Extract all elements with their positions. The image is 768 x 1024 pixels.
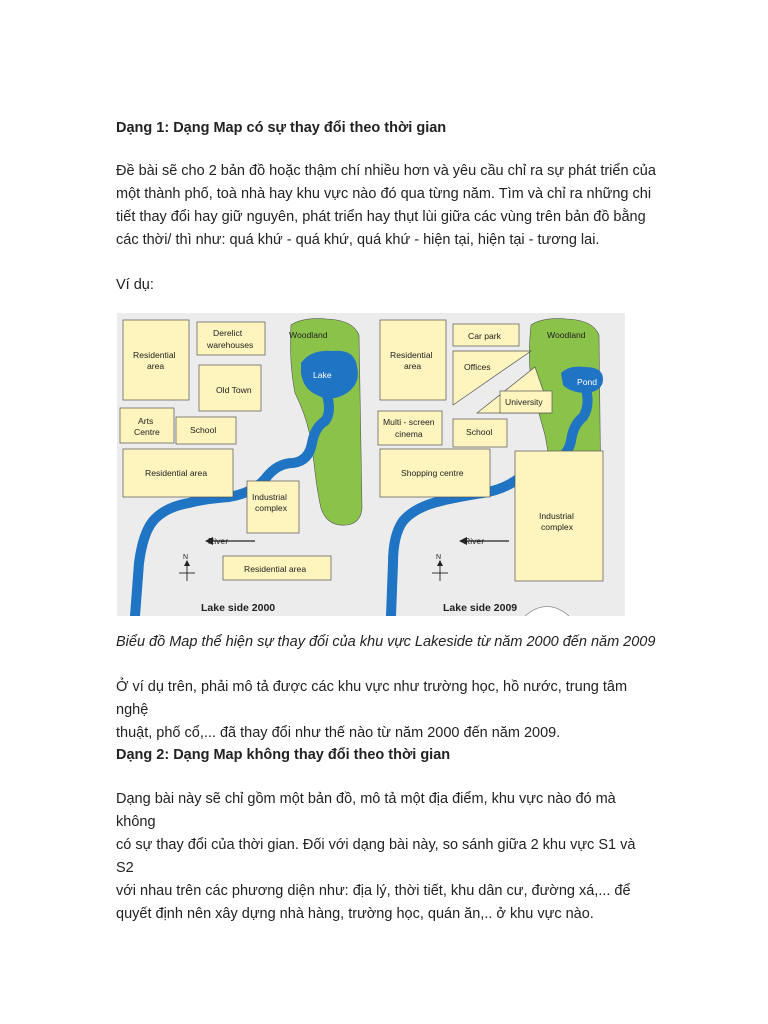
pond-2009-label: Pond [577,377,598,387]
paragraph-line: Dạng bài này sẽ chỉ gồm một bản đồ, mô tả một địa điểm, khu vực nào đó mà không [116,791,616,830]
industrial-2000-label-2: complex [255,503,287,513]
residential-top-2009 [380,320,446,400]
derelict-2000 [197,322,265,355]
map-2000 [120,319,362,616]
figure-caption: Biểu đồ Map thể hiện sự thay đổi của khu vực Lakeside từ năm 2000 đến năm 2009 [116,634,656,650]
compass-2000 [179,554,195,581]
section1-heading: Dạng 1: Dạng Map có sự thay đổi theo thời gian [116,120,447,136]
woodland-2009-label: Woodland [547,330,586,340]
paragraph-line: các thời/ thì như: quá khứ - quá khứ, quá khứ - hiện tại, hiện tại - tương lai. [116,232,600,248]
school-2000-label: School [190,425,217,435]
cinema-2009-label-2: cinema [395,429,423,439]
paragraph-line: Đề bài sẽ cho 2 bản đồ hoặc thậm chí nhiều hơn và yêu cầu chỉ ra sự phát triển của [116,163,656,179]
compass-2009-label: N [436,554,442,561]
woodland-2000-label: Woodland [289,330,328,340]
lakeside-map-figure [117,313,625,616]
partial-shape [525,607,569,617]
car-park-2009-label: Car park [468,331,501,341]
industrial-2009-label-2: complex [541,522,573,532]
paragraph-line: tiết thay đổi hay giữ nguyên, phát triển hay thụt lùi giữa các vùng trên bản đồ bằng [116,209,646,225]
residential-top-2009-label-2: area [404,361,422,371]
old-town-2000-label: Old Town [216,385,252,395]
shopping-2009-label: Shopping centre [401,468,464,478]
industrial-2009-label-1: Industrial [539,511,574,521]
paragraph-line: có sự thay đổi của thời gian. Đối với dạng bài này, so sánh giữa 2 khu vực S1 và S2 [116,837,636,876]
river-2009-text: River [464,536,485,546]
paragraph-line: một thành phố, toà nhà hay khu vực nào đó qua từng năm. Tìm và chỉ ra những chi [116,186,652,202]
arts-2000-label-1: Arts [138,416,154,426]
map-2000-title: Lake side 2000 [201,602,276,614]
school-2009-label: School [466,427,493,437]
residential-bottom-2000-label: Residential area [244,564,307,574]
residential-mid-2000-label: Residential area [145,468,208,478]
industrial-2000-label-1: Industrial [252,492,287,502]
residential-top-2000-label-2: area [147,361,165,371]
university-2009-label: University [505,397,543,407]
offices-2009-label: Offices [464,362,491,372]
section1-note [116,676,656,745]
lake-2000-label: Lake [313,370,332,380]
residential-top-2000 [123,320,189,400]
residential-top-2009-label-1: Residential [390,350,433,360]
derelict-2000-label-2: warehouses [207,340,254,350]
map-svg [117,313,625,616]
arts-2000-label-2: Centre [134,427,160,437]
example-label: Ví dụ: [116,277,154,293]
derelict-2000-label-1: Derelict [213,328,243,338]
paragraph-line: Ở ví dụ trên, phải mô tả được các khu vực như trường học, hồ nước, trung tâm nghệ [116,679,628,718]
section2-paragraph [116,788,656,926]
map-2009 [378,319,603,616]
map-2009-title: Lake side 2009 [443,602,518,614]
section2-heading: Dạng 2: Dạng Map không thay đổi theo thời gian [116,747,451,763]
paragraph-line: quyết định nên xây dựng nhà hàng, trường học, quán ăn,.. ở khu vực nào. [116,906,594,922]
paragraph-line: với nhau trên các phương diện như: địa lý, thời tiết, khu dân cư, đường xá,... để [116,883,631,899]
compass-2000-label: N [183,554,189,561]
residential-top-2000-label-1: Residential [133,350,176,360]
compass-2009 [432,554,448,581]
paragraph-line: thuật, phố cổ,... đã thay đổi như thế nào từ năm 2000 đến năm 2009. [116,725,561,741]
section1-paragraph [116,160,656,252]
cinema-2009-label-1: Multi - screen [383,417,435,427]
river-2000-text: River [208,536,229,546]
